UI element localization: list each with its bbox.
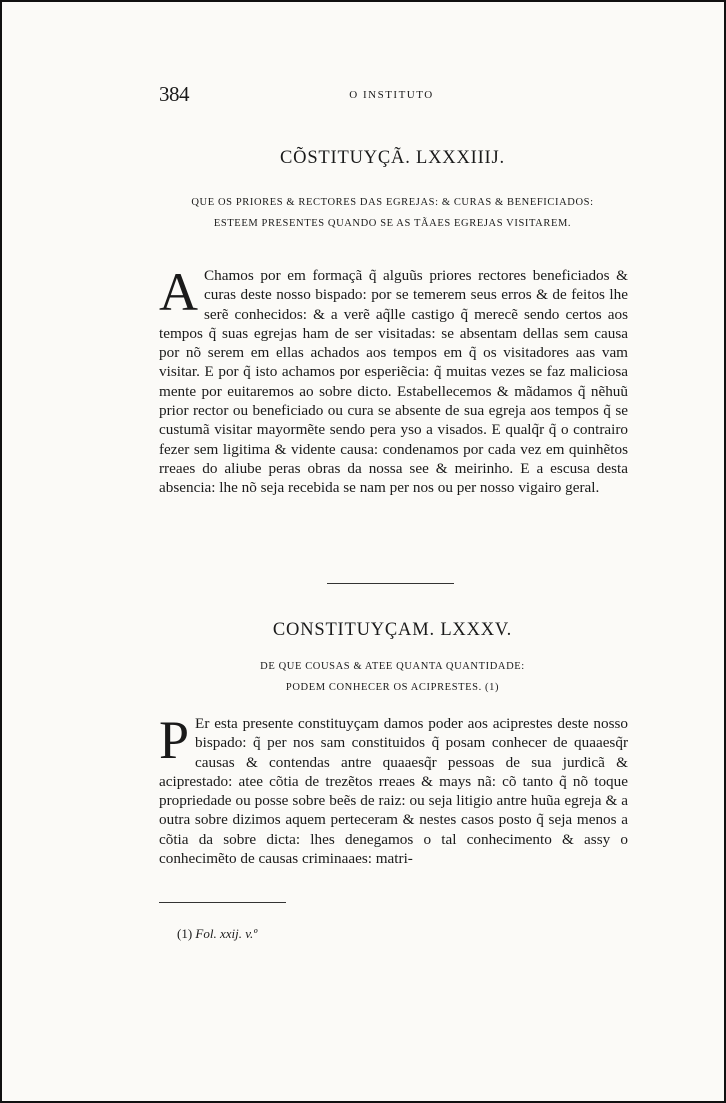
footnote-divider xyxy=(159,902,286,903)
page-number: 384 xyxy=(159,82,189,106)
section-body-lxxxv xyxy=(159,710,628,868)
drop-cap: P xyxy=(159,710,190,770)
body-text: Chamos por em formaçã q̃ alguũs priores rectores beneficiados & curas deste nosso bispado: por se temerem seus erros & de feitos lhe serẽ conhecidos: & a verẽ aq̃lle castigo q̃ merecẽ sendo certos aos tempos q̃ suas egrejas ham de ser visitadas: se absentam dellas sem causa por nõ serem em ellas achados aos tempos em q̃ os visitadores aas vam visitar. E por q̃ isto achamos por esperiẽcia: q̃ muitas vezes se faz maliciosa mente por euitaremos ao sobre dicto. Estabellecemos & mãdamos q̃ nẽhuũ prior rector ou beneficiado ou cura se absente de sua egreja aos tempos q̃ se custumã visitar mayormẽte sendo pera yso a visados. E qualq̃r q̃ o contrairo fezer sem ligitima & vidente causa: condenamos por cada vez em quinhẽtos rreaes do aliube peras obras da nossa see & meirinho. E a escusa desta absencia: lhe nõ seja recebida se nam per nos ou per nosso vigairo geral. xyxy=(159,267,628,497)
drop-cap: A xyxy=(159,262,198,322)
subheading-line: PODEM CONHECER OS ACIPRESTES. (1) xyxy=(285,682,500,693)
subheading-line: ESTEEM PRESENTES QUANDO SE AS TÃAES EGREJAS VISITAREM. xyxy=(213,218,572,229)
footnote-marker: (1) xyxy=(177,926,193,941)
section-heading-lxxxiiij: CÕSTITUYÇÃ. LXXXIIIJ. xyxy=(280,148,505,168)
body-text: Er esta presente constituyçam damos poder aos aciprestes deste nosso bispado: q̃ per nos sam constituidos q̃ posam conhecer de quaaesq̃r causas & contendas antre quaaesq̃r pessoas de sua jurdicã & aciprestado: atee cõtia de trezẽtos rreaes & mays nã: cõ tanto q̃ nõ toque propriedade ou posse sobre beẽs de raiz: ou seja litigio antre huũa egreja & a outra sobre dizimos aquem perteceram & nestes casos posto q̃ seja menos a cõtia da sobre dicta: lhes denegamos o tal conhecimento & assy o conhecimẽto de causas criminaaes: matri- xyxy=(159,715,628,868)
section-heading-lxxxv: CONSTITUYÇAM. LXXXV. xyxy=(272,620,513,640)
section-body-lxxxiiij xyxy=(159,262,628,498)
footnote-reference: Fol. xxij. v.º xyxy=(195,926,258,941)
page-header xyxy=(159,82,624,106)
section-divider xyxy=(327,583,454,584)
subheading-line: DE QUE COUSAS & ATEE QUANTA QUANTIDADE: xyxy=(260,661,525,672)
section-subheading-lxxxiiij xyxy=(159,192,626,234)
running-title: O INSTITUTO xyxy=(349,89,434,101)
footnote xyxy=(177,926,257,942)
section-subheading-lxxxv xyxy=(159,656,626,698)
subheading-line: QUE OS PRIORES & RECTORES DAS EGREJAS: & CURAS & BENEFICIADOS: xyxy=(191,197,594,208)
